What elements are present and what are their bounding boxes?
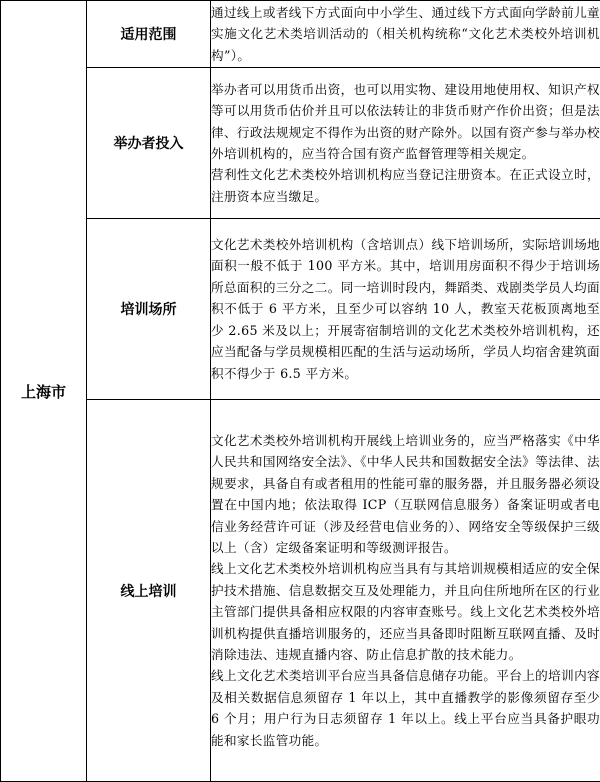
paragraph: 营利性文化艺术类校外培训机构应当登记注册资本。在正式设立时，注册资本应当缴足。 xyxy=(211,164,600,207)
category-scope: 适用范围 xyxy=(87,1,211,68)
content-venue xyxy=(211,219,600,400)
table-row xyxy=(1,400,600,782)
content-investment xyxy=(211,68,600,219)
paragraph: 线上文化艺术类校外培训机构应当具有与其培训规模相适应的安全保护技术措施、信息数据交互及处理能力，并且向住所地所在区的行业主管部门提供具备相应权限的内容审查账号。线上文化艺术类校外培训机构提供直播培训服务的，还应当具备即时阻断互联网直播、及时消除违法、违规直播内容、防止信息扩散的技术能力。 xyxy=(211,558,600,665)
category-investment: 举办者投入 xyxy=(87,68,211,219)
category-venue: 培训场所 xyxy=(87,219,211,400)
paragraph: 文化艺术类校外培训机构开展线上培训业务的，应当严格落实《中华人民共和国网络安全法》、《中华人民共和国数据安全法》等法律、法规要求，具备自有或者租用的性能可靠的服务器，并且服务器必须设置在中国内地；依法取得 ICP（互联网信息服务）备案证明或者电信业务经营许可证（涉及经营电信业务的）、网络安全等级保护三级以上（含）定级备案证明和等级测评报告。 xyxy=(211,430,600,558)
content-scope xyxy=(211,1,600,68)
paragraph: 通过线上或者线下方式面向中小学生、通过线下方式面向学龄前儿童实施文化艺术类培训活动的（相关机构统称“文化艺术类校外培训机构”）。 xyxy=(211,2,600,66)
table-row xyxy=(1,219,600,400)
table-row xyxy=(1,1,600,68)
category-online: 线上培训 xyxy=(87,400,211,782)
region-cell: 上海市 xyxy=(1,1,87,782)
paragraph: 文化艺术类校外培训机构（含培训点）线下培训场所，实际培训场地面积一般不低于 100 平方米。其中，培训用房面积不得少于培训场所总面积的三分之二。同一培训时段内，舞蹈类、戏剧类学员人均面积不低于 6 平方米，且至少可以容纳 10 人，教室天花板顶离地至少 2.65 米及以上；开展寄宿制培训的文化艺术类校外培训机构，还应当配备与学员规模相匹配的生活与运动场所，学员人均宿舍建筑面积不得少于 6.5 平方米。 xyxy=(211,234,600,384)
content-online xyxy=(211,400,600,782)
paragraph: 线上文化艺术类培训平台应当具备信息储存功能。平台上的培训内容及相关数据信息须留存 1 年以上，其中直播教学的影像须留存至少 6 个月；用户行为日志须留存 1 年以上。线上平台应当具备护眼功能和家长监管功能。 xyxy=(211,665,600,751)
table-row xyxy=(1,68,600,219)
paragraph: 举办者可以用货币出资，也可以用实物、建设用地使用权、知识产权等可以用货币估价并且可以依法转让的非货币财产作价出资；但是法律、行政法规规定不得作为出资的财产除外。以国有资产参与举办校外培训机构的，应当符合国有资产监督管理等相关规定。 xyxy=(211,79,600,165)
